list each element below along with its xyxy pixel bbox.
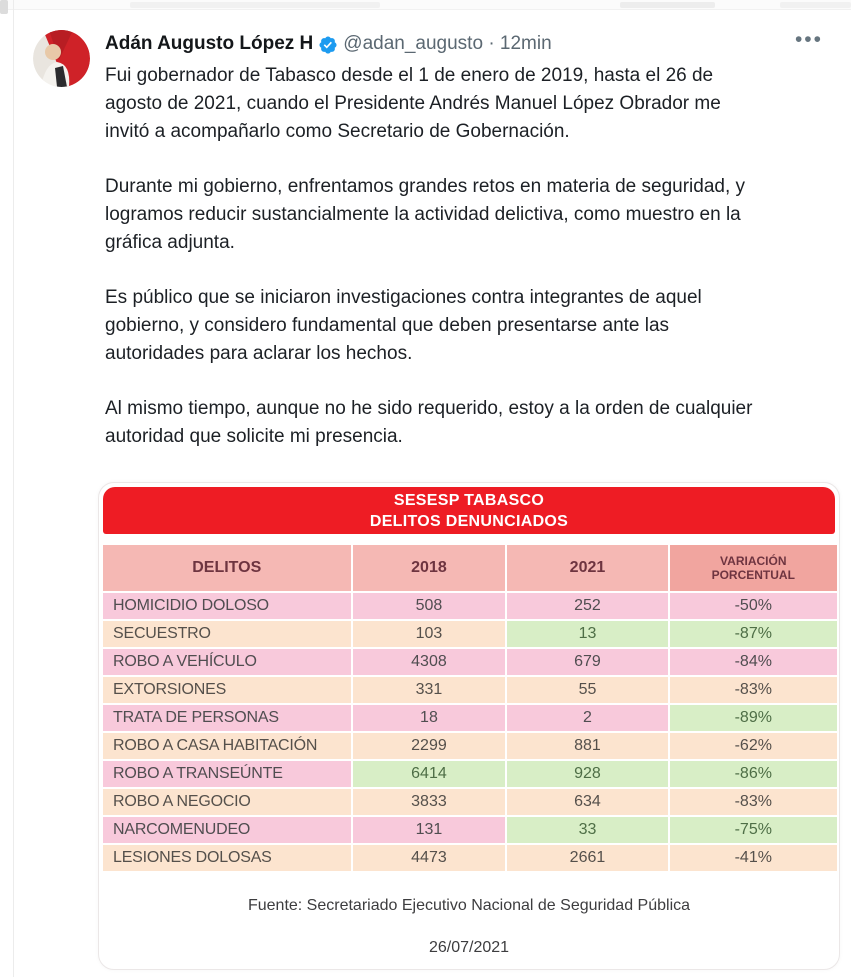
cell-2018: 4308 bbox=[353, 649, 506, 675]
cell-2018: 103 bbox=[353, 621, 506, 647]
tweet-paragraph: Fui gobernador de Tabasco desde el 1 de enero de 2019, hasta el 26 de agosto de 2021, cuando el Presidente Andrés Manuel López Obrador me invitó a acompañarlo como Secretario de Gobernación. bbox=[105, 65, 721, 142]
cell-delito: SECUESTRO bbox=[103, 621, 351, 647]
header-2021: 2021 bbox=[507, 545, 667, 591]
screen-top-edge bbox=[0, 0, 851, 10]
cell-2021: 252 bbox=[507, 593, 667, 619]
table-source-note: Fuente: Secretariado Ejecutivo Nacional de Seguridad Pública bbox=[247, 897, 691, 914]
cell-variacion: -86% bbox=[670, 761, 837, 787]
cell-delito: HOMICIDIO DOLOSO bbox=[103, 593, 351, 619]
table-title-banner bbox=[103, 487, 835, 534]
handle[interactable]: @adan_augusto bbox=[343, 33, 484, 54]
handle-and-time[interactable] bbox=[343, 33, 551, 55]
table-row bbox=[103, 621, 837, 647]
table-row bbox=[103, 705, 837, 731]
cell-2018: 6414 bbox=[353, 761, 506, 787]
avatar-photo bbox=[33, 30, 90, 87]
cell-2018: 4473 bbox=[353, 845, 506, 871]
table-row bbox=[103, 677, 837, 703]
header-variacion bbox=[670, 545, 837, 591]
table-row bbox=[103, 733, 837, 759]
cell-2021: 2 bbox=[507, 705, 667, 731]
cell-variacion: -84% bbox=[670, 649, 837, 675]
table-row bbox=[103, 789, 837, 815]
header-variacion-line1: VARIACIÓN bbox=[720, 554, 787, 568]
avatar[interactable] bbox=[33, 30, 90, 87]
cell-delito: ROBO A TRANSEÚNTE bbox=[103, 761, 351, 787]
banner-line2: DELITOS DENUNCIADOS bbox=[369, 512, 569, 530]
edge-fragment bbox=[130, 2, 380, 8]
cell-2018: 131 bbox=[353, 817, 506, 843]
table-row bbox=[103, 761, 837, 787]
tweet-paragraph: Al mismo tiempo, aunque no he sido requerido, estoy a la orden de cualquier autoridad que solicite mi presencia. bbox=[105, 398, 753, 447]
cell-delito: NARCOMENUDEO bbox=[103, 817, 351, 843]
cell-2018: 18 bbox=[353, 705, 506, 731]
cell-delito: TRATA DE PERSONAS bbox=[103, 705, 351, 731]
table-row bbox=[103, 845, 837, 871]
cell-2018: 508 bbox=[353, 593, 506, 619]
table-row bbox=[103, 649, 837, 675]
cell-2021: 2661 bbox=[507, 845, 667, 871]
cell-variacion: -62% bbox=[670, 733, 837, 759]
dot-separator: · bbox=[488, 33, 495, 54]
tweet-text bbox=[105, 62, 755, 478]
header-variacion-line2: PORCENTUAL bbox=[711, 568, 795, 582]
cell-2021: 634 bbox=[507, 789, 667, 815]
edge-fragment bbox=[780, 2, 851, 8]
cell-2018: 2299 bbox=[353, 733, 506, 759]
table-row bbox=[103, 817, 837, 843]
cell-2021: 55 bbox=[507, 677, 667, 703]
edge-fragment bbox=[0, 0, 8, 14]
cell-delito: ROBO A VEHÍCULO bbox=[103, 649, 351, 675]
cell-2021: 679 bbox=[507, 649, 667, 675]
cell-variacion: -83% bbox=[670, 677, 837, 703]
cell-delito: EXTORSIONES bbox=[103, 677, 351, 703]
edge-fragment bbox=[620, 2, 715, 8]
cell-2021: 13 bbox=[507, 621, 667, 647]
display-name[interactable]: Adán Augusto López H bbox=[105, 33, 314, 54]
banner-line1: SESESP TABASCO bbox=[393, 491, 545, 509]
tweet-paragraph: Durante mi gobierno, enfrentamos grandes retos en materia de seguridad, y logramos reducir sustancialmente la actividad delictiva, como muestro en la gráfica adjunta. bbox=[105, 176, 746, 253]
tweet-paragraph: Es público que se iniciaron investigaciones contra integrantes de aquel gobierno, y considero fundamental que deben presentarse ante las autoridades para aclarar los hechos. bbox=[105, 287, 702, 364]
tweet-header bbox=[105, 33, 765, 55]
cell-delito: ROBO A CASA HABITACIÓN bbox=[103, 733, 351, 759]
cell-2021: 33 bbox=[507, 817, 667, 843]
header-2018: 2018 bbox=[353, 545, 506, 591]
verified-badge-icon bbox=[318, 35, 338, 55]
cell-variacion: -50% bbox=[670, 593, 837, 619]
more-options-icon[interactable]: ••• bbox=[794, 28, 823, 51]
cell-2018: 331 bbox=[353, 677, 506, 703]
table-date: 26/07/2021 bbox=[428, 939, 510, 956]
timeline-left-border bbox=[13, 0, 14, 977]
cell-2021: 881 bbox=[507, 733, 667, 759]
cell-variacion: -83% bbox=[670, 789, 837, 815]
cell-variacion: -41% bbox=[670, 845, 837, 871]
cell-2018: 3833 bbox=[353, 789, 506, 815]
timestamp: 12min bbox=[499, 33, 552, 54]
cell-variacion: -89% bbox=[670, 705, 837, 731]
header-delitos: DELITOS bbox=[103, 545, 351, 591]
cell-delito: ROBO A NEGOCIO bbox=[103, 789, 351, 815]
cell-delito: LESIONES DOLOSAS bbox=[103, 845, 351, 871]
cell-variacion: -75% bbox=[670, 817, 837, 843]
cell-2021: 928 bbox=[507, 761, 667, 787]
table-header-row bbox=[103, 545, 837, 591]
crime-statistics-table bbox=[101, 543, 839, 873]
cell-variacion: -87% bbox=[670, 621, 837, 647]
table-row bbox=[103, 593, 837, 619]
media-attachment-crime-table[interactable] bbox=[98, 482, 840, 970]
